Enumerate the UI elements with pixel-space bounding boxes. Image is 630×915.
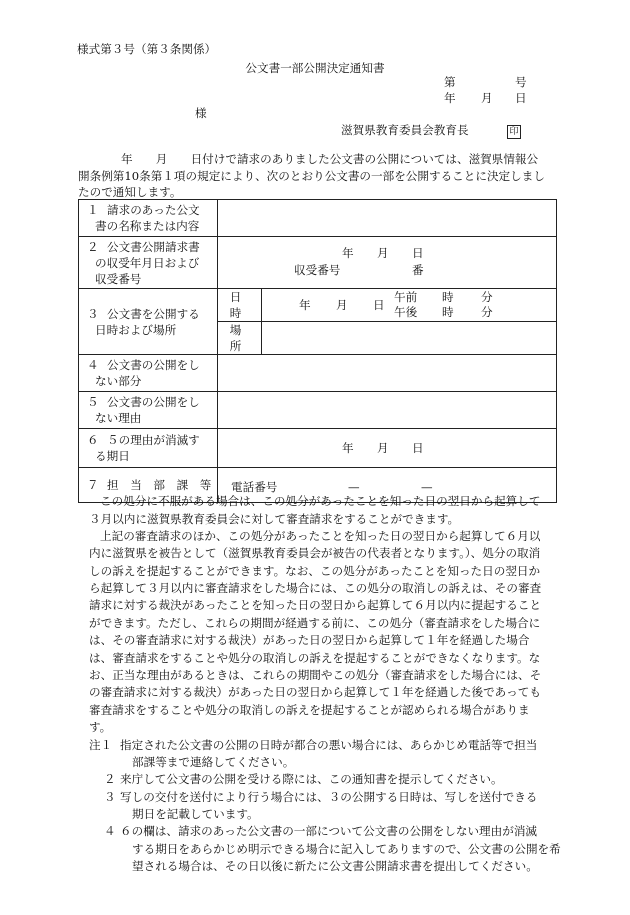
document-title: 公文書一部公開決定通知書 (245, 61, 385, 75)
row3-label: ３ 公文書を公開する 日時および場所 (79, 289, 218, 355)
body-p1-line2: ３月以内に滋賀県教育委員会に対して審査請求をすることができます。 (89, 512, 460, 526)
intro-line-2: 開条例第10条第１項の規定により、次のとおり公文書の一部を公開することに決定しまし (78, 169, 545, 183)
row1-label: １ 請求のあった公文 書の名称または内容 (79, 200, 218, 237)
body-p2-line7: は、その審査請求に対する裁決）があった日の翌日から起算して１年を経過した場合 (89, 633, 530, 647)
row4-label: ４ 公文書の公開をし ない部分 (79, 355, 218, 392)
row1-value (218, 200, 557, 237)
note3-label: ３ (104, 790, 116, 804)
row6-label: ６ ５の理由が消滅す る期日 (79, 429, 218, 468)
note1-line2: 部課等まで連絡してください。 (132, 755, 295, 769)
note1-line1: 指定された公文書の公開の日時が都合の悪い場合には、あらかじめ電話等で担当 (120, 738, 538, 752)
intro-line-3: たので通知します。 (78, 185, 182, 199)
row3-datetime-label: 日 時 (218, 289, 262, 322)
decision-table (78, 199, 557, 503)
date-day-label: 日 (515, 91, 527, 105)
note1-label: 注１ (89, 738, 113, 752)
body-p2-line10: の審査請求に対する裁決）があった日の翌日から起算して１年を経過した後であっても (89, 685, 541, 699)
note3-line2: 期日を記載しています。 (132, 807, 259, 821)
body-p2-line11: 審査請求をすることや処分の取消しの訴えを提起することが認められる場合がありま (89, 703, 530, 717)
date-month-label: 月 (481, 91, 493, 105)
body-p2-line8: は、審査請求をすることや処分の取消しの訴えを提起することができなくなります。な (89, 651, 541, 665)
body-p2-line1: 上記の審査請求のほか、この処分があったことを知った日の翌日から起算して６月以 (100, 529, 541, 543)
body-p2-line4: ら起算して３月以内に審査請求をした場合には、この処分の取消しの訴えは、その審査 (89, 581, 542, 595)
body-p1-line1: この処分に不服がある場合は、この処分があったことを知った日の翌日から起算して (100, 494, 541, 508)
row7-label: ７ 担 当 部 課 等 (79, 468, 218, 503)
note2-label: ２ (104, 772, 116, 786)
seal-icon: 印 (507, 125, 521, 139)
table-row (79, 237, 557, 289)
note2-line1: 来庁して公文書の公開を受ける際には、この通知書を提示してください。 (120, 772, 503, 786)
doc-number-suffix: 号 (515, 75, 527, 89)
note4-line3: 望される場合は、その日以後に新たに公文書公開請求書を提出してください。 (132, 859, 538, 873)
phone-label: 電話番号 (231, 480, 278, 494)
body-p2-line2: 内に滋賀県を被告として（滋賀県教育委員会が被告の代表者となります。）、処分の取消 (89, 546, 541, 560)
form-number: 様式第３号（第３条関係） (77, 42, 217, 56)
seal-mark (507, 122, 521, 139)
row6-value: 年 月 日 (218, 429, 557, 468)
body-p2-line9: お、正当な理由があるときは、これらの期間やこの処分（審査請求をした場合には、そ (89, 668, 542, 682)
table-row (79, 392, 557, 429)
body-p2-line12: す。 (89, 720, 112, 734)
doc-number-label: 第 (444, 75, 456, 89)
row2-label: ２ 公文書公開請求書 の収受年月日および 収受番号 (79, 237, 218, 289)
row7-value: 電話番号 — — (218, 468, 557, 503)
note4-line2: する期日をあらかじめ明示できる場合に記入してありますので、公文書の公開を希 (132, 842, 561, 856)
intro-line-1: 年 月 日付けで請求のありました公文書の公開については、滋賀県情報公 (121, 152, 539, 166)
body-p2-line6: ができます。ただし、これらの期間が経過する前に、この処分（審査請求をした場合に (89, 616, 541, 630)
table-row (79, 200, 557, 237)
row3-place-value (262, 322, 557, 355)
date-year-label: 年 (444, 91, 456, 105)
body-p2-line3: しの訴えを提起することができます。なお、この処分があったことを知った日の翌日か (89, 564, 541, 578)
table-row (79, 289, 557, 322)
sender-name: 滋賀県教育委員会教育長 (341, 123, 469, 137)
table-row (79, 429, 557, 468)
row2-value: 年 月 日 収受番号 番 (218, 237, 557, 289)
note4-label: ４ (104, 824, 116, 838)
addressee-suffix: 様 (195, 106, 207, 120)
row5-value (218, 392, 557, 429)
body-p2-line5: 請求に対する裁決があったことを知った日の翌日から起算して６月以内に提起すること (89, 598, 542, 612)
row3-datetime-value: 年 月 日 午前 午後 時 時 分 分 (262, 289, 557, 322)
row3-place-label: 場 所 (218, 322, 262, 355)
row4-value (218, 355, 557, 392)
note3-line1: 写しの交付を送付により行う場合には、３の公開する日時は、写しを送付できる (120, 790, 538, 804)
note4-line1: ６の欄は、請求のあった公文書の一部について公文書の公開をしない理由が消滅 (120, 824, 538, 838)
table-row (79, 355, 557, 392)
row5-label: ５ 公文書の公開をし ない理由 (79, 392, 218, 429)
